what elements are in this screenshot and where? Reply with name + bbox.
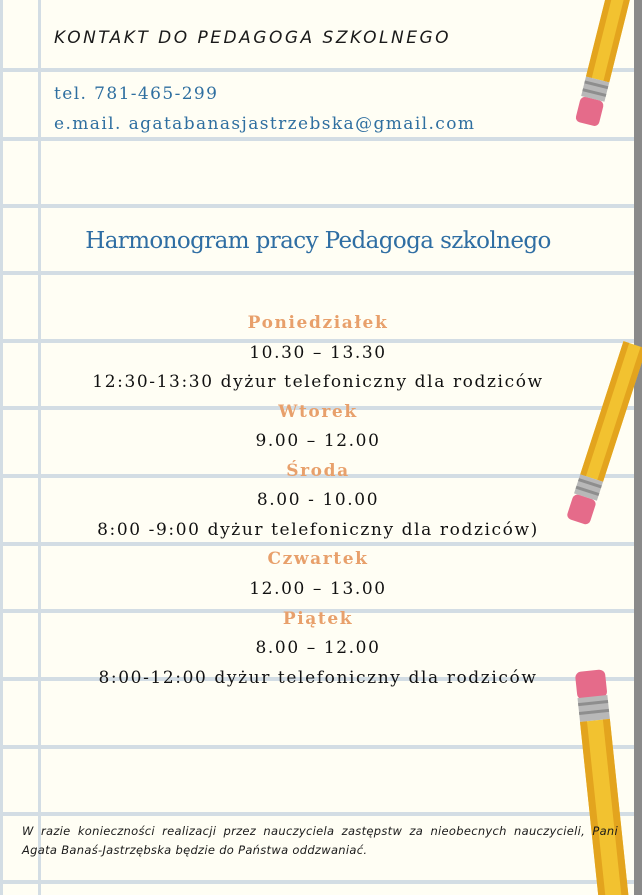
hours-friday: 8.00 – 12.00 [255,638,381,658]
hours-tuesday: 9.00 – 12.00 [255,431,381,451]
phone-number[interactable]: tel. 781-465-299 [54,84,219,104]
pencil-icon-bottom [562,668,642,895]
day-wednesday: Środa [286,461,350,481]
day-tuesday: Wtorek [278,402,358,422]
ruled-line [0,542,642,546]
phone-duty-monday: 12:30-13:30 dyżur telefoniczny dla rodziców [92,372,544,392]
ruled-line [0,68,642,72]
ruled-line [0,271,642,275]
ruled-line [0,880,642,884]
substitution-note: W razie konieczności realizacji przez nauczyciela zastępstw za nieobecnych nauczycieli, Pani Agata Banaś-Jastrzębska będzie do Państwa oddzwaniać. [22,824,618,857]
pencil-icon-top [566,0,636,140]
hours-thursday: 12.00 – 13.00 [249,579,387,599]
email-address[interactable]: e.mail. agatabanasjastrzebska@gmail.com [54,114,476,134]
day-monday: Poniedziałek [247,313,389,333]
phone-duty-friday: 8:00-12:00 dyżur telefoniczny dla rodziców [98,668,538,688]
day-friday: Piątek [282,609,354,629]
ruled-line [0,745,642,749]
schedule-heading: Harmonogram pracy Pedagoga szkolnego [85,228,551,254]
hours-wednesday: 8.00 - 10.00 [256,490,380,510]
ruled-line [0,204,642,208]
ruled-line [0,137,642,141]
phone-duty-wednesday: 8:00 -9:00 dyżur telefoniczny dla rodziców) [97,520,539,540]
ruled-line [0,812,642,816]
day-thursday: Czwartek [267,549,369,569]
page-title: KONTAKT DO PEDAGOGA SZKOLNEGO [54,28,452,48]
hours-monday: 10.30 – 13.30 [249,343,387,363]
